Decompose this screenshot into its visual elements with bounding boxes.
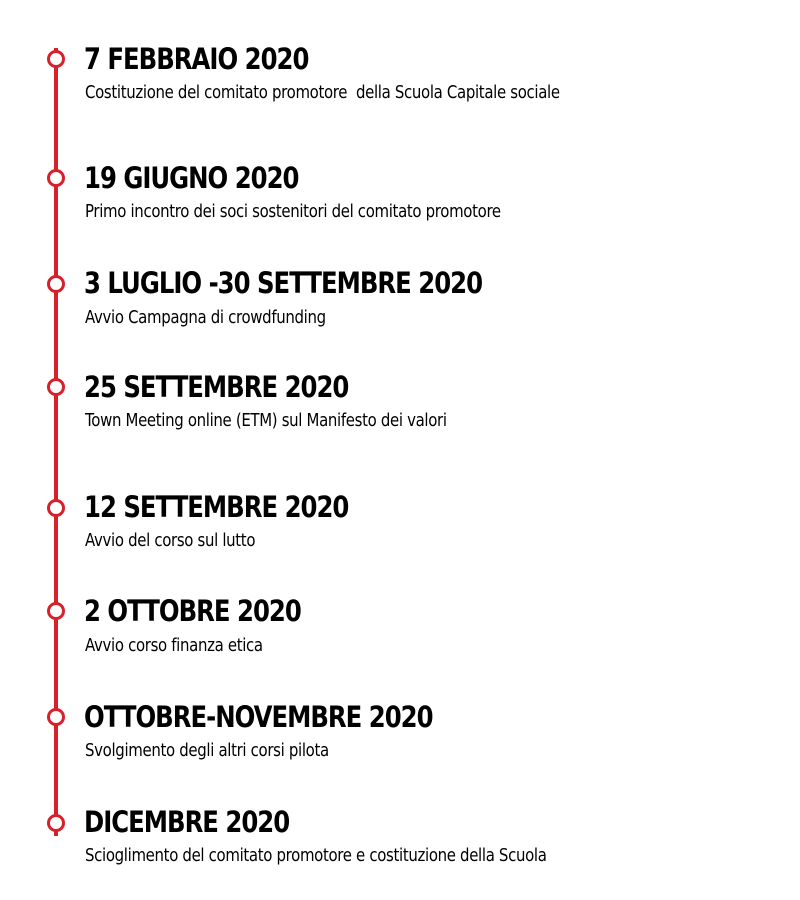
event-date: 25 SETTEMBRE 2020 bbox=[84, 370, 349, 404]
timeline-marker-icon bbox=[47, 602, 65, 620]
event-description: Town Meeting online (ETM) sul Manifesto dei valori bbox=[85, 410, 447, 431]
event-date: 12 SETTEMBRE 2020 bbox=[84, 490, 349, 524]
timeline-marker-icon bbox=[47, 378, 65, 396]
event-description: Scioglimento del comitato promotore e costituzione della Scuola bbox=[85, 845, 547, 866]
timeline-marker-icon bbox=[47, 169, 65, 187]
event-date: OTTOBRE-NOVEMBRE 2020 bbox=[84, 700, 433, 734]
event-date: 7 FEBBRAIO 2020 bbox=[84, 42, 309, 76]
event-description: Avvio corso finanza etica bbox=[85, 635, 263, 656]
timeline-marker-icon bbox=[47, 50, 65, 68]
event-description: Avvio del corso sul lutto bbox=[85, 530, 256, 551]
timeline-marker-icon bbox=[47, 708, 65, 726]
event-description: Primo incontro dei soci sostenitori del comitato promotore bbox=[85, 201, 501, 222]
event-date: 3 LUGLIO -30 SETTEMBRE 2020 bbox=[84, 266, 483, 300]
event-date: 2 OTTOBRE 2020 bbox=[84, 594, 301, 628]
event-description: Costituzione del comitato promotore della Scuola Capitale sociale bbox=[85, 82, 560, 103]
timeline-marker-icon bbox=[47, 499, 65, 517]
event-description: Avvio Campagna di crowdfunding bbox=[85, 307, 326, 328]
event-description: Svolgimento degli altri corsi pilota bbox=[85, 740, 329, 761]
event-date: 19 GIUGNO 2020 bbox=[84, 161, 299, 195]
timeline-marker-icon bbox=[47, 814, 65, 832]
event-date: DICEMBRE 2020 bbox=[84, 805, 290, 839]
timeline-marker-icon bbox=[47, 275, 65, 293]
